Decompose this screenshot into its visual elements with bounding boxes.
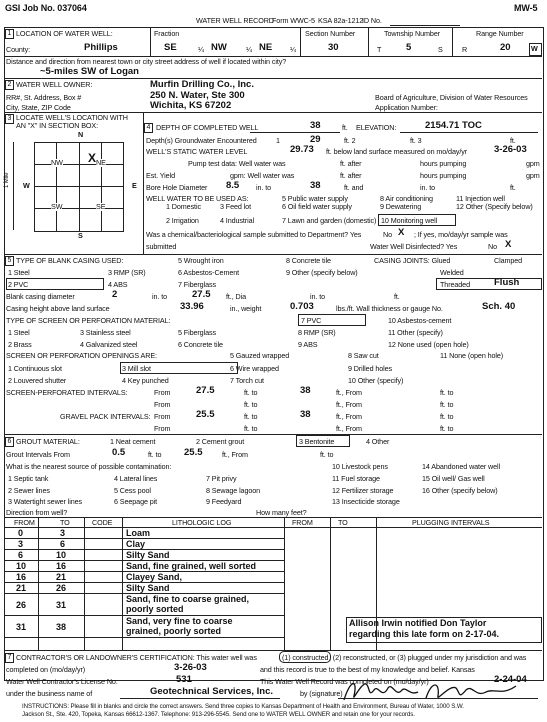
screen-ft-to-2: ft. to xyxy=(440,388,454,397)
contamination-label: What is the nearest source of possible contamination: xyxy=(6,462,172,471)
use-6: 6 Oil field water supply xyxy=(282,202,352,211)
casing-ft: ft. xyxy=(394,292,400,301)
gravel-ft-to-4: ft. to xyxy=(440,424,454,433)
log-row-3-desc: Silty Sand xyxy=(126,550,170,560)
locate-label-2: AN "X" IN SECTION BOX: xyxy=(16,121,98,130)
gsi-job-number: GSI Job No. 037064 xyxy=(5,3,87,13)
casing-1: 1 Steel xyxy=(8,268,30,277)
range-value: 20 xyxy=(500,42,511,53)
joint-threaded: Threaded xyxy=(440,280,470,289)
groundwater-3-index: ft. 3 xyxy=(410,136,422,145)
use-11: 11 Injection well xyxy=(456,194,505,203)
joint-clamped: Clamped xyxy=(494,256,523,265)
grout-ft-from: ft., From xyxy=(222,450,248,459)
certification-text-b: , (2) reconstructed, or (3) plugged under my jurisdiction and was xyxy=(329,653,527,662)
use-5: 5 Public water supply xyxy=(282,194,348,203)
fraction-3-value: NE xyxy=(259,42,273,53)
yield-hours: hours pumping xyxy=(420,171,467,180)
opening-2: 2 Louvered shutter xyxy=(8,376,67,385)
gravel-ft-from: ft., From xyxy=(336,412,362,421)
contam-14: 14 Abandoned water well xyxy=(422,462,501,471)
casing-joints-label: CASING JOINTS: Glued xyxy=(374,256,451,265)
log-row-7-to: 31 xyxy=(56,600,67,610)
gravel-ft-to: ft. to xyxy=(244,412,258,421)
use-8: 8 Air conditioning xyxy=(380,194,433,203)
form-title: WATER WELL RECORD xyxy=(196,16,274,25)
address-value: 250 N. Water, Ste 300 xyxy=(150,90,245,101)
chem-sample-label: Was a chemical/bacteriological sample submitted to Department? Yes xyxy=(146,230,362,239)
contam-7: 7 Pit privy xyxy=(206,474,237,483)
pump-test-label: Pump test data: Well water was xyxy=(188,159,286,168)
casing-2: 2 PVC xyxy=(8,280,29,289)
screen-ft-to-3: ft. to xyxy=(244,400,258,409)
screen-10: 10 Asbestos-cement xyxy=(388,316,452,325)
section-6-number: 6 xyxy=(5,437,14,447)
casing-9: 9 Other (specify below) xyxy=(286,268,358,277)
section-3-number: 3 xyxy=(5,114,14,124)
elevation-value: 2154.71 TOC xyxy=(425,120,482,131)
ksa-reference: KSA 82a-1212 xyxy=(318,16,364,25)
opening-11: 11 None (open hole) xyxy=(440,351,504,360)
county-value: Phillips xyxy=(84,42,118,53)
casing-7: 7 Fiberglass xyxy=(178,280,216,289)
log-row-4-desc: Sand, fine grained, well sorted xyxy=(126,561,257,571)
openings-label: SCREEN OR PERFORATION OPENINGS ARE: xyxy=(6,351,157,360)
log-row-8-desc: Sand, very fine to coarse xyxy=(126,616,233,626)
mile-scale-label: 1 Mile xyxy=(4,172,10,188)
joint-flush: Flush xyxy=(494,277,520,288)
bore-ft: ft. xyxy=(510,183,516,192)
casing-diameter-label: Blank casing diameter xyxy=(6,292,75,301)
water-use-label: WELL WATER TO BE USED AS: xyxy=(146,194,249,203)
distance-label: Distance and direction from nearest town or city street address of well if located within city? xyxy=(6,57,287,66)
grout-2: 2 Cement grout xyxy=(196,437,245,446)
log-header-to-2: TO xyxy=(338,518,348,527)
static-level-description: ft. below land surface measured on mo/day/yr xyxy=(326,147,468,156)
grout-from-value: 0.5 xyxy=(112,447,126,458)
quarter-symbol: ¼ xyxy=(246,45,252,54)
joint-welded: Welded xyxy=(440,268,464,277)
certification-text-a: CONTRACTOR'S OR LANDOWNER'S CERTIFICATION: This water well was xyxy=(16,653,257,662)
grout-1: 1 Neat cement xyxy=(110,437,156,446)
section-number-label: Section Number xyxy=(305,29,356,38)
opening-1: 1 Continuous slot xyxy=(8,364,62,373)
screen-ft-from: ft., From xyxy=(336,388,362,397)
address-label: RR#, St. Address, Box # xyxy=(6,93,82,102)
quadrant-se: SE xyxy=(96,202,106,211)
section-2-number: 2 xyxy=(5,80,14,90)
opening-4: 4 Key punched xyxy=(122,376,169,385)
opening-9: 9 Drilled holes xyxy=(348,364,393,373)
log-header-to: TO xyxy=(60,518,70,527)
gravel-ft-from-2: ft., From xyxy=(336,424,362,433)
casing-6: 6 Asbestos-Cement xyxy=(178,268,240,277)
chem-no-label: No xyxy=(383,230,392,239)
log-row-3-to: 10 xyxy=(56,550,67,560)
business-label: under the business name of xyxy=(6,689,93,698)
application-label: Application Number: xyxy=(375,103,438,112)
casing-wall-label: lbs./ft. Wall thickness or gauge No. xyxy=(336,304,443,313)
city-value: Wichita, KS 67202 xyxy=(150,100,232,111)
screen-7: 7 PVC xyxy=(301,316,322,325)
use-2: 2 Irrigation xyxy=(166,216,199,225)
use-4: 4 Industrial xyxy=(220,216,254,225)
pump-gpm: gpm xyxy=(526,159,540,168)
log-row-1-from: 0 xyxy=(18,528,24,538)
board-label: Board of Agriculture, Division of Water Resources xyxy=(375,93,528,102)
casing-depth-value: 27.5 xyxy=(192,289,211,300)
late-form-note-1: Allison Irwin notified Don Taylor xyxy=(349,618,487,628)
grout-4: 4 Other xyxy=(366,437,390,446)
log-row-7-from: 26 xyxy=(16,600,27,610)
quarter-symbol: ¼ xyxy=(290,45,296,54)
disinfected-no-label: No xyxy=(488,242,497,251)
screen-from-label-2: From xyxy=(154,400,171,409)
contam-16: 16 Other (specify below) xyxy=(422,486,498,495)
groundwater-2-index: ft. 2 xyxy=(344,136,356,145)
quadrant-sw: SW xyxy=(51,202,63,211)
chem-no-mark: X xyxy=(398,227,405,238)
opening-3: 3 Mill slot xyxy=(122,364,151,373)
gravel-ft-to-3: ft. to xyxy=(244,424,258,433)
log-header-lithologic: LITHOLOGIC LOG xyxy=(172,518,232,527)
groundwater-label: Depth(s) Groundwater Encountered xyxy=(146,136,257,145)
completed-value: 3-26-03 xyxy=(174,662,207,673)
log-row-4-to: 16 xyxy=(56,561,67,571)
grout-ft-to-2: ft. to xyxy=(320,450,334,459)
contam-5: 5 Cess pool xyxy=(114,486,151,495)
screen-9: 9 ABS xyxy=(298,340,318,349)
gravel-pack-label: GRAVEL PACK INTERVALS: xyxy=(60,412,151,421)
casing-wall-value: Sch. 40 xyxy=(482,301,516,312)
groundwater-1-value: 29 xyxy=(310,134,321,145)
pump-ft-after: ft. after xyxy=(340,159,362,168)
contam-9: 9 Feedyard xyxy=(206,497,242,506)
casing-diameter-value: 2 xyxy=(112,289,118,300)
township-prefix: T xyxy=(377,45,382,54)
well-location-mark: X xyxy=(88,151,97,165)
section-value: 30 xyxy=(328,42,339,53)
screen-2: 2 Brass xyxy=(8,340,32,349)
log-row-5-desc: Clayey Sand, xyxy=(126,572,183,582)
section-1-number: 1 xyxy=(5,29,14,39)
use-12: 12 Other (Specify below) xyxy=(456,202,533,211)
screen-from-label: From xyxy=(154,388,171,397)
log-header-plugging: PLUGGING INTERVALS xyxy=(412,518,490,527)
how-many-feet-label: How many feet? xyxy=(256,508,307,517)
license-label: Water Well Contractor's License No. xyxy=(6,677,118,686)
log-row-2-to: 6 xyxy=(60,539,66,549)
gravel-ft-to-2: ft. to xyxy=(440,412,454,421)
contam-3: 3 Watertight sewer lines xyxy=(8,497,83,506)
log-row-6-desc: Silty Sand xyxy=(126,583,170,593)
grout-intervals-label: Grout Intervals From xyxy=(6,450,70,459)
log-header-code: CODE xyxy=(92,518,113,527)
contam-12: 12 Fertilizer storage xyxy=(332,486,394,495)
contam-2: 2 Sewer lines xyxy=(8,486,50,495)
log-row-6-to: 26 xyxy=(56,583,67,593)
contam-1: 1 Septic tank xyxy=(8,474,49,483)
depth-unit: ft. xyxy=(342,123,348,132)
bore-hole-depth: 38 xyxy=(310,180,321,191)
log-row-6-from: 21 xyxy=(16,583,27,593)
grout-3: 3 Bentonite xyxy=(299,437,335,446)
late-form-note-2: regarding this late form on 2-17-04. xyxy=(349,629,500,639)
log-row-8-from: 31 xyxy=(16,622,27,632)
log-row-5-from: 16 xyxy=(16,572,27,582)
contam-4: 4 Lateral lines xyxy=(114,474,158,483)
screen-to-value: 38 xyxy=(300,385,311,396)
well-id-mw: MW-5 xyxy=(514,3,538,13)
casing-8: 8 Concrete tile xyxy=(286,256,331,265)
groundwater-unit: ft. xyxy=(510,136,516,145)
log-row-4-from: 10 xyxy=(16,561,27,571)
casing-height-value: 33.96 xyxy=(180,301,204,312)
contam-8: 8 Sewage lagoon xyxy=(206,486,261,495)
casing-5: 5 Wrought iron xyxy=(178,256,224,265)
grout-material-label: GROUT MATERIAL: xyxy=(16,437,80,446)
opening-7: 7 Torch cut xyxy=(230,376,264,385)
screen-from-value: 27.5 xyxy=(196,385,215,396)
gravel-from-value: 25.5 xyxy=(196,409,215,420)
yield-label: Est. Yield xyxy=(146,171,175,180)
gravel-to-value: 38 xyxy=(300,409,311,420)
static-level-date: 3-26-03 xyxy=(494,144,527,155)
fraction-label: Fraction xyxy=(154,29,180,38)
use-9: 9 Dewatering xyxy=(380,202,422,211)
use-3: 3 Feed lot xyxy=(220,202,251,211)
use-1: 1 Domestic xyxy=(166,202,201,211)
range-number-label: Range Number xyxy=(476,29,524,38)
log-header-from: FROM xyxy=(14,518,35,527)
certification-constructed: (1) constructed xyxy=(282,653,329,662)
signature-label: by (signature) xyxy=(300,689,343,698)
instructions-line-2: Jackson St., Ste. 420, Topeka, Kansas 66612-1367. Telephone: 913-296-5545. Send one to WATER WELL OWNER and retain one for your records. xyxy=(22,711,415,718)
pump-hours: hours pumping xyxy=(420,159,467,168)
casing-in-to-2: in. to xyxy=(310,292,325,301)
range-direction: W xyxy=(531,44,538,53)
log-row-3-from: 6 xyxy=(18,550,24,560)
submitted-label: submitted xyxy=(146,242,177,251)
screen-3: 3 Stainless steel xyxy=(80,328,131,337)
log-row-7-desc: Sand, fine to coarse grained, xyxy=(126,594,250,604)
owner-label: WATER WELL OWNER: xyxy=(16,80,93,89)
section-5-number: 5 xyxy=(5,256,14,266)
casing-height-label: Casing height above land surface xyxy=(6,304,110,313)
depth-label: DEPTH OF COMPLETED WELL xyxy=(156,123,259,132)
screen-11: 11 Other (specify) xyxy=(388,328,443,337)
grout-ft-to: ft. to xyxy=(148,450,162,459)
groundwater-1-index: 1 xyxy=(276,136,280,145)
county-label: County: xyxy=(6,45,31,54)
east-label: E xyxy=(132,181,137,190)
id-number-line xyxy=(390,25,460,26)
screen-6: 6 Concrete tile xyxy=(178,340,223,349)
disinfected-no-mark: X xyxy=(505,239,512,250)
north-label: N xyxy=(78,130,84,139)
contam-11: 11 Fuel storage xyxy=(332,474,380,483)
screen-12: 12 None used (open hole) xyxy=(388,340,469,349)
use-7: 7 Lawn and garden (domestic) xyxy=(282,216,377,225)
license-value: 531 xyxy=(176,674,192,685)
record-completed-value: 2-24-04 xyxy=(494,674,527,685)
casing-ft-dia: ft., Dia xyxy=(226,292,246,301)
locate-label: LOCATE WELL'S LOCATION WITH xyxy=(16,113,128,122)
quarter-symbol: ¼ xyxy=(198,45,204,54)
township-suffix: S xyxy=(438,45,443,54)
screen-ft-to: ft. to xyxy=(244,388,258,397)
screen-1: 1 Steel xyxy=(8,328,30,337)
range-prefix: R xyxy=(462,45,468,54)
bore-in-to: in. to xyxy=(256,183,271,192)
completed-label: completed on (mo/day/yr) xyxy=(6,665,86,674)
yield-ft-after: ft. after xyxy=(340,171,362,180)
township-number-label: Township Number xyxy=(384,29,441,38)
log-row-1-desc: Loam xyxy=(126,528,151,538)
disinfected-label: Water Well Disinfected? Yes xyxy=(370,242,458,251)
location-label: LOCATION OF WATER WELL: xyxy=(16,29,113,38)
static-level-label: WELL'S STATIC WATER LEVEL xyxy=(146,147,248,156)
depth-value: 38 xyxy=(310,120,321,131)
id-number-label: ID No. xyxy=(362,16,382,25)
log-row-1-to: 3 xyxy=(60,528,66,538)
instructions-line-1: INSTRUCTIONS: Please fill in blanks and circle the correct answers. Send three copies to Kansas Department of Health and Environment, Bureau of Water, 1000 S.W. xyxy=(22,703,464,710)
distance-value: ~5-miles SW of Logan xyxy=(40,66,139,77)
grout-to-value: 25.5 xyxy=(184,447,203,458)
quadrant-ne: NE xyxy=(96,158,106,167)
contam-10: 10 Livestock pens xyxy=(332,462,388,471)
opening-6: 6 Wire wrapped xyxy=(230,364,279,373)
bore-hole-label: Bore Hole Diameter xyxy=(146,183,208,192)
log-row-2-desc: Clay xyxy=(126,539,146,549)
casing-4: 4 ABS xyxy=(108,280,128,289)
contractor-signature xyxy=(340,676,530,706)
yield-gpm: gpm: Well water was xyxy=(230,171,295,180)
opening-10: 10 Other (specify) xyxy=(348,376,404,385)
screen-4: 4 Galvanized steel xyxy=(80,340,138,349)
log-row-8-to: 38 xyxy=(56,622,67,632)
casing-3: 3 RMP (SR) xyxy=(108,268,146,277)
section-7-number: 7 xyxy=(5,653,14,663)
bore-ft-and: ft. and xyxy=(344,183,364,192)
log-header-from-2: FROM xyxy=(292,518,313,527)
log-row-7-desc-2: poorly sorted xyxy=(126,604,184,614)
screen-8: 8 RMP (SR) xyxy=(298,328,336,337)
city-label: City, State, ZIP Code xyxy=(6,103,71,112)
use-10: 10 Monitoring well xyxy=(381,216,438,225)
south-label: S xyxy=(78,231,83,240)
direction-label: Direction from well? xyxy=(6,508,68,517)
form-number: Form WWC-5 xyxy=(272,16,315,25)
certification-text-c: and this record is true to the best of my knowledge and belief. Kansas xyxy=(260,665,475,674)
log-row-5-to: 21 xyxy=(56,572,67,582)
quadrant-nw: NW xyxy=(51,158,63,167)
contam-6: 6 Seepage pit xyxy=(114,497,158,506)
elevation-label: ELEVATION: xyxy=(356,123,397,132)
contam-15: 15 Oil well/ Gas well xyxy=(422,474,485,483)
chem-if-yes: ; If yes, mo/day/yr sample was xyxy=(414,230,508,239)
section-4-number: 4 xyxy=(144,123,153,133)
owner-value: Murfin Drilling Co., Inc. xyxy=(150,79,254,90)
fraction-2-value: NW xyxy=(211,42,227,53)
west-label: W xyxy=(23,181,30,190)
bore-in-to-2: in. to xyxy=(420,183,435,192)
township-value: 5 xyxy=(406,42,412,53)
casing-in-weight: in., weight xyxy=(230,304,262,313)
casing-in-to: in. to xyxy=(152,292,167,301)
opening-8: 8 Saw cut xyxy=(348,351,379,360)
record-completed-label: This Water Well Record was completed on (mo/day/yr) xyxy=(260,677,429,686)
screen-material-label: TYPE OF SCREEN OR PERFORATION MATERIAL: xyxy=(6,316,171,325)
opening-5: 5 Gauzed wrapped xyxy=(230,351,290,360)
casing-weight-value: 0.703 xyxy=(290,301,314,312)
log-row-2-from: 3 xyxy=(18,539,24,549)
screen-ft-to-4: ft. to xyxy=(440,400,454,409)
yield-gpm-unit: gpm xyxy=(526,171,540,180)
screen-ft-from-2: ft., From xyxy=(336,400,362,409)
static-level-value: 29.73 xyxy=(290,144,314,155)
contam-13: 13 Insecticide storage xyxy=(332,497,400,506)
log-row-8-desc-2: grained, poorly sorted xyxy=(126,626,222,636)
screen-intervals-label: SCREEN-PERFORATED INTERVALS: xyxy=(6,388,128,397)
bore-hole-diameter: 8.5 xyxy=(226,180,240,191)
fraction-1-value: SE xyxy=(164,42,177,53)
casing-type-label: TYPE OF BLANK CASING USED: xyxy=(16,256,124,265)
screen-5: 5 Fiberglass xyxy=(178,328,216,337)
business-value: Geotechnical Services, Inc. xyxy=(150,686,274,697)
gravel-from-label: From xyxy=(154,412,171,421)
gravel-from-label-2: From xyxy=(154,424,171,433)
